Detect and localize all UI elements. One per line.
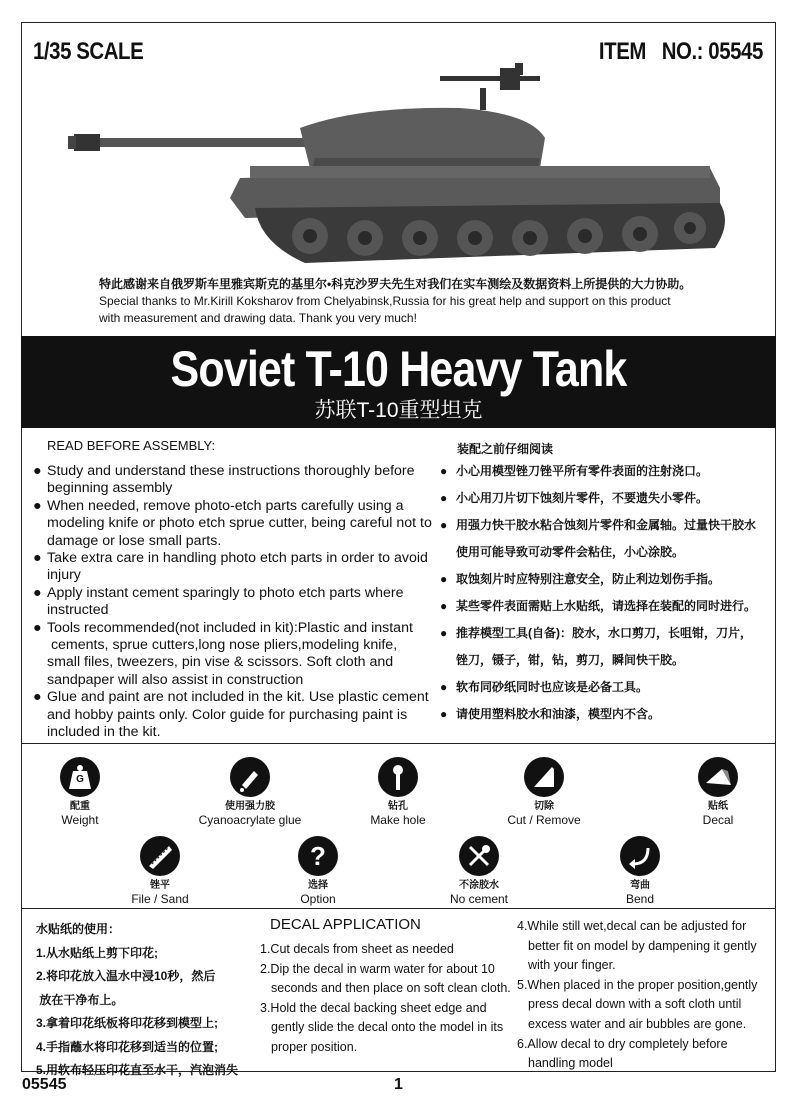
legend-label-zh: 不涂胶水 (459, 880, 499, 891)
legend-item (90, 836, 230, 906)
list-item-line: 用强力快干胶水粘合蚀刻片零件和金属轴。过量快干胶水 (456, 518, 757, 532)
thanks-en-line2: with measurement and drawing data. Thank you very much! (99, 311, 417, 325)
list-item (440, 620, 770, 674)
footer-item-number: 05545 (22, 1076, 67, 1093)
decal-step-line: 4.While still wet,decal can be adjusted for (517, 919, 747, 933)
bullet-icon: ● (440, 707, 448, 721)
legend-label-zh: 贴纸 (708, 801, 728, 812)
bullet-icon: ● (33, 619, 42, 636)
decal-step-line: handling model (528, 1056, 613, 1071)
list-item (33, 463, 443, 498)
legend-item (180, 757, 320, 827)
thanks-zh: 特此感谢来自俄罗斯车里雅宾斯克的基里尔•科克沙罗夫先生对我们在实车测绘及数据资料上所提供的大力协助。 (99, 277, 692, 291)
list-item-line: 使用可能导致可动零件会粘住，小心涂胶。 (456, 545, 685, 559)
decal-step-line: with your finger. (528, 958, 616, 973)
bullet-icon: ● (440, 626, 448, 640)
file-icon (140, 836, 180, 876)
list-item (440, 674, 770, 701)
list-item-line: modeling knife or photo etch sprue cutter, being careful not to (47, 515, 432, 532)
bullet-icon: ● (33, 689, 42, 706)
bullet-icon: ● (440, 518, 448, 532)
list-item (33, 550, 443, 585)
bullet-icon: ● (440, 491, 448, 505)
acknowledgement (99, 276, 691, 327)
decal-step-line: press decal down with a soft cloth until (528, 997, 742, 1012)
tank-illustration (60, 58, 740, 278)
list-item-line: Glue and paint are not included in the kit. Use plastic cement (47, 689, 429, 706)
list-item (440, 485, 770, 512)
list-item-line: included in the kit. (47, 724, 161, 741)
legend-label-zh: 选择 (308, 880, 328, 891)
legend-item (474, 757, 614, 827)
list-item (33, 585, 443, 620)
glue-icon (230, 757, 270, 797)
legend-label-en: No cement (449, 892, 509, 906)
decal-zh-step: 3.拿着印花纸板将印花移到模型上; (36, 1016, 219, 1030)
bullet-icon: ● (440, 464, 448, 478)
bullet-icon: ● (440, 572, 448, 586)
legend-label-en: Cut / Remove (507, 813, 581, 827)
decal-zh-step: 2.将印花放入温水中浸10秒，然后 (36, 969, 216, 983)
decal-instructions-zh (36, 918, 238, 1083)
decal-step-line: gently slide the decal onto the model in its (271, 1020, 504, 1035)
title-banner (21, 336, 776, 428)
decal-step-line: excess water and air bubbles are gone. (528, 1016, 747, 1031)
legend-label-en: Option (300, 892, 336, 906)
list-item (440, 593, 770, 620)
list-item-line: sandpaper will also assist in construction (47, 671, 304, 688)
list-item (33, 620, 443, 690)
option-icon (298, 836, 338, 876)
decal-steps-4-6 (517, 917, 772, 1074)
decal-step-line: seconds and then place on soft clean cloth. (271, 981, 511, 996)
list-item (33, 498, 443, 550)
decal-zh-step: 4.手指蘸水将印花移到适当的位置; (36, 1039, 219, 1054)
title-en: Soviet T-10 Heavy Tank (170, 341, 627, 397)
legend-item (409, 836, 549, 906)
list-item-line: cements, sprue cutters,long nose pliers,modeling knife, (47, 637, 398, 654)
title-zh: 苏联T-10重型坦克 (314, 399, 483, 422)
decal-heading: DECAL APPLICATION (270, 916, 421, 933)
decal-steps-1-3 (260, 940, 515, 1058)
legend-label-en: Bend (625, 892, 655, 906)
decal-step-line: 2.Dip the decal in warm water for about 10 (260, 961, 495, 976)
list-item (33, 689, 443, 741)
page-number: 1 (394, 1076, 403, 1093)
list-item-line: 软布同砂纸同时也应该是必备工具。 (456, 680, 649, 694)
list-item-line: 小心用刀片切下蚀刻片零件，不要遗失小零件。 (456, 491, 709, 505)
bullet-icon: ● (33, 550, 42, 567)
legend-item (10, 757, 150, 827)
legend-item (648, 757, 788, 827)
cut-icon (524, 757, 564, 797)
list-item-line: Take extra care in handling photo etch parts in order to avoid (47, 550, 428, 567)
legend-item (248, 836, 388, 906)
read-before-zh-list (440, 458, 770, 728)
decal-step-line: 3.Hold the decal backing sheet edge and (260, 1000, 487, 1015)
read-before-heading: READ BEFORE ASSEMBLY: (47, 438, 216, 453)
weight-icon (60, 757, 100, 797)
list-item-line: 推荐模型工具(自备)：胶水，水口剪刀，长咀钳，刀片， (456, 626, 752, 640)
list-item (440, 701, 770, 728)
divider (21, 908, 776, 909)
decal-icon (698, 757, 738, 797)
list-item-line: 锉刀，镊子，钳，钻，剪刀，瞬间快干胶。 (456, 653, 685, 667)
legend-label-zh: 切除 (534, 801, 554, 812)
item-number: ITEM NO.: 05545 (599, 38, 763, 65)
bullet-icon: ● (33, 584, 42, 601)
list-item-line: small files, tweezers, pin vise & scissors. Soft cloth and (47, 654, 394, 671)
list-item-line: Apply instant cement sparingly to photo etch parts where (47, 584, 404, 601)
list-item-line: 小心用模型锉刀锉平所有零件表面的注射浇口。 (456, 464, 709, 478)
drill-icon (378, 757, 418, 797)
list-item (440, 512, 770, 566)
divider (21, 743, 776, 744)
decal-step-line: proper position. (271, 1039, 358, 1054)
legend-label-zh: 锉平 (150, 880, 170, 891)
list-item-line: Study and understand these instructions thoroughly before (47, 463, 415, 479)
legend-label-zh: 配重 (70, 801, 90, 812)
legend-item (328, 757, 468, 827)
decal-zh-heading: 水贴纸的使用： (36, 922, 121, 936)
list-item-line: and hobby paints only. Color guide for purchasing paint is (47, 706, 408, 723)
list-item-line: instructed (47, 602, 109, 619)
decal-zh-step: 1.从水贴纸上剪下印花; (36, 945, 159, 960)
no-cement-icon (459, 836, 499, 876)
bullet-icon: ● (33, 463, 42, 479)
decal-step-line: 5.When placed in the proper position,gently (517, 977, 758, 992)
list-item-line: beginning assembly (47, 480, 173, 497)
list-item-line: injury (47, 567, 81, 584)
decal-zh-step: 5.用软布轻压印花直至水干，汽泡消失 (36, 1063, 239, 1077)
bullet-icon: ● (440, 680, 448, 694)
legend-label-en: Weight (61, 813, 99, 827)
list-item-line: Tools recommended(not included in kit):Plastic and instant (47, 619, 413, 636)
legend-label-zh: 弯曲 (630, 880, 650, 891)
list-item-line: damage or lose small parts. (47, 532, 222, 549)
decal-step-line: better fit on model by dampening it gently (528, 938, 757, 953)
legend-label-en: Make hole (370, 813, 426, 827)
legend-item (570, 836, 710, 906)
decal-step-line: 6.Allow decal to dry completely before (517, 1036, 728, 1051)
decal-zh-step: 放在干净布上。 (36, 992, 124, 1007)
list-item-line: 某些零件表面需贴上水贴纸，请选择在装配的同时进行。 (456, 599, 757, 613)
bend-icon (620, 836, 660, 876)
bullet-icon: ● (440, 599, 448, 613)
thanks-en-line1: Special thanks to Mr.Kirill Koksharov from Chelyabinsk,Russia for his great help and support on this product (99, 294, 671, 308)
scale-label: 1/35 SCALE (33, 38, 144, 65)
read-before-zh-heading: 装配之前仔细阅读 (457, 442, 554, 456)
bullet-icon: ● (33, 497, 42, 514)
list-item-line: 取蚀刻片时应特别注意安全，防止利边划伤手指。 (456, 572, 721, 586)
list-item (440, 566, 770, 593)
legend-label-en: Decal (702, 813, 734, 827)
list-item-line: 请使用塑料胶水和油漆，模型内不含。 (456, 707, 661, 721)
read-before-list (33, 463, 443, 742)
legend-label-zh: 使用强力胶 (225, 801, 275, 812)
legend-label-zh: 钻孔 (388, 801, 408, 812)
legend-label-en: Cyanoacrylate glue (198, 813, 302, 827)
legend-label-en: File / Sand (131, 892, 189, 906)
icon-glyph: ? (310, 841, 326, 871)
icon-glyph: G (76, 774, 84, 785)
decal-step-line: 1.Cut decals from sheet as needed (260, 942, 454, 956)
list-item (440, 458, 770, 485)
list-item-line: When needed, remove photo-etch parts carefully using a (47, 497, 404, 514)
